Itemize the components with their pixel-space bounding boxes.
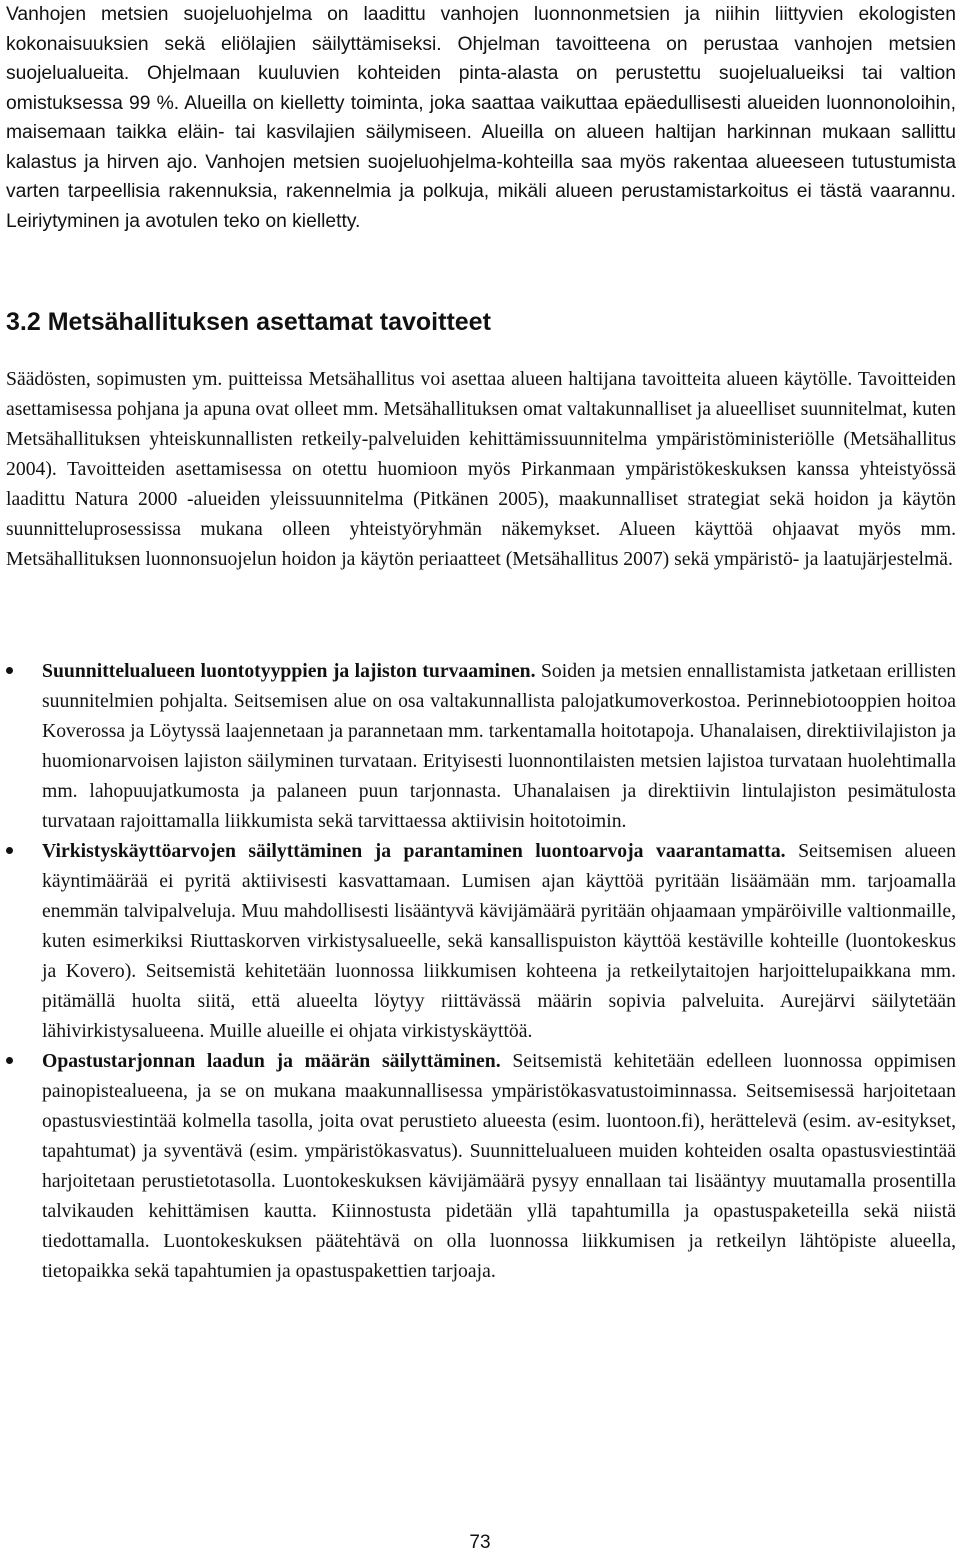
- intro-paragraph: [6, 0, 956, 236]
- intro-text: Vanhojen metsien suojeluohjelma on laadittu vanhojen luonnonmetsien ja niihin liittyvien ekologisten kokonaisuuksien sekä eliölajien säilyttämiseksi. Ohjelman tavoitteena on perustaa vanhojen metsien suojelualueita. Ohjelmaan kuuluvien kohteiden pinta-alasta on perustettu suojelualueiksi tai valtion omistuksessa 99 %. Alueilla on kielletty toiminta, joka saattaa vaikuttaa epäedullisesti alueiden luonnonoloihin, maisemaan taikka eläin- tai kasvilajien säilymiseen. Alueilla on alueen haltijan harkinnan mukaan sallittu kalastus ja hirven ajo. Vanhojen metsien suojeluohjelma-kohteilla saa myös rakentaa alueeseen tutustumista varten tarpeellisia rakennuksia, rakennelmia ja polkuja, mikäli alueen perustamistarkoitus ei tästä vaarannu. Leiriytyminen ja avotulen teko on kielletty.: [6, 4, 956, 232]
- list-item-text: Seitsemistä kehitetään edelleen luonnossa oppimisen painopistealueena, ja se on mukana maakunnallisessa ympäristökasvatustoiminnassa. Seitsemisessä harjoitetaan opastusviestintää kolmella tasolla, joita ovat perustieto alueesta (esim. luontoon.fi), herättelevä (esim. av-esitykset, tapahtumat) ja syventävä (esim. ympäristökasvatus). Suunnittelualueen muiden kohteiden osalta opastusviestintää harjoitetaan perustietotasolla. Luontokeskuksen kävijämäärä pysyy ennallaan tai lisääntyy muutamalla prosentilla talvikauden kehittämisen kautta. Kiinnostusta pidetään yllä tapahtumilla ja opastuspaketeilla sekä niistä tiedottamalla. Luontokeskuksen päätehtävä on olla luonnossa liikkumisen ja retkeilyn lähtöpiste alueella, tietopaikka sekä tapahtumien ja opastuspakettien tarjoaja.: [42, 1050, 956, 1282]
- list-item-text: Seitsemisen alueen käyntimäärää ei pyritä aktiivisesti kasvattamaan. Lumisen ajan käyttöä pyritään lisäämään mm. tarjoamalla enemmän talvipalveluja. Muu mahdollisesti lisääntyvä kävijämäärä pyritään ohjaamaan ympäröiville valtionmaille, kuten esimerkiksi Riuttaskorven virkistysalueelle, sekä kansallispuiston käyttöä kestäville kohteille (luontokeskus ja Kovero). Seitsemistä kehitetään luonnossa liikkumisen kohteena ja retkeilytaitojen harjoittelupaikkana mm. pitämällä huolta siitä, että alueelta löytyy riittävässä määrin sopivia palveluita. Aurejärvi säilytetään lähivirkistysalueena. Muille alueille ei ohjata virkistyskäyttöä.: [42, 840, 956, 1042]
- list-item: [6, 836, 956, 1046]
- list-item: [6, 1046, 956, 1286]
- list-item: [6, 656, 956, 836]
- objectives-list: [6, 656, 956, 1286]
- list-item-title: Virkistyskäyttöarvojen säilyttäminen ja parantaminen luontoarvoja vaarantamatta.: [42, 840, 786, 862]
- section-paragraph: Säädösten, sopimusten ym. puitteissa Metsähallitus voi asettaa alueen haltijana tavoitteita alueen käytölle. Tavoitteiden asettamisessa pohjana ja apuna ovat olleet mm. Metsähallituksen omat valtakunnalliset ja alueelliset suunnitelmat, kuten Metsähallituksen yhteiskunnallisten retkeily-palveluiden kehittämissuunnitelma ympäristöministeriölle (Metsähallitus 2004). Tavoitteiden asettamisessa on otettu huomioon myös Pirkanmaan ympäristökeskuksen kanssa yhteistyössä laadittu Natura 2000 -alueiden yleissuunnitelma (Pitkänen 2005), maakunnalliset strategiat sekä hoidon ja käytön suunnitteluprosessissa mukana olleen yhteistyöryhmän näkemykset. Alueen käyttöä ohjaavat myös mm. Metsähallituksen luonnonsuojelun hoidon ja käytön periaatteet (Metsähallitus 2007) sekä ympäristö- ja laatujärjestelmä.: [6, 368, 956, 570]
- bullet-icon: [6, 1057, 13, 1064]
- document-page: [6, 0, 956, 1282]
- list-item-title: Opastustarjonnan laadun ja määrän säilyttäminen.: [42, 1050, 501, 1072]
- bullet-icon: [6, 847, 13, 854]
- bullet-icon: [6, 667, 13, 674]
- list-item-text: Soiden ja metsien ennallistamista jatketaan erillisten suunnitelmien pohjalta. Seitsemisen alue on osa valtakunnallista palojatkumoverkostoa. Perinnebiotooppien hoitoa Koverossa ja Löytyssä laajennetaan ja parannetaan mm. tarkentamalla hoitotapoja. Uhanalaisen, direktiivilajiston ja huomionarvoisen lajiston säilyminen turvataan. Erityisesti luonnontilaisten metsien lajistoa turvataan huolehtimalla mm. lahopuujatkumosta ja palaneen puun tarjonnasta. Uhanalaisen ja direktiivin lintulajiston pesimätulosta turvataan rajoittamalla liikkumista sekä tarvittaessa aktiivisin hoitotoimin.: [42, 660, 956, 832]
- section-heading: 3.2 Metsähallituksen asettamat tavoitteet: [6, 308, 491, 336]
- list-item-title: Suunnittelualueen luontotyyppien ja lajiston turvaaminen.: [42, 660, 536, 682]
- page-number: 73: [469, 1532, 491, 1553]
